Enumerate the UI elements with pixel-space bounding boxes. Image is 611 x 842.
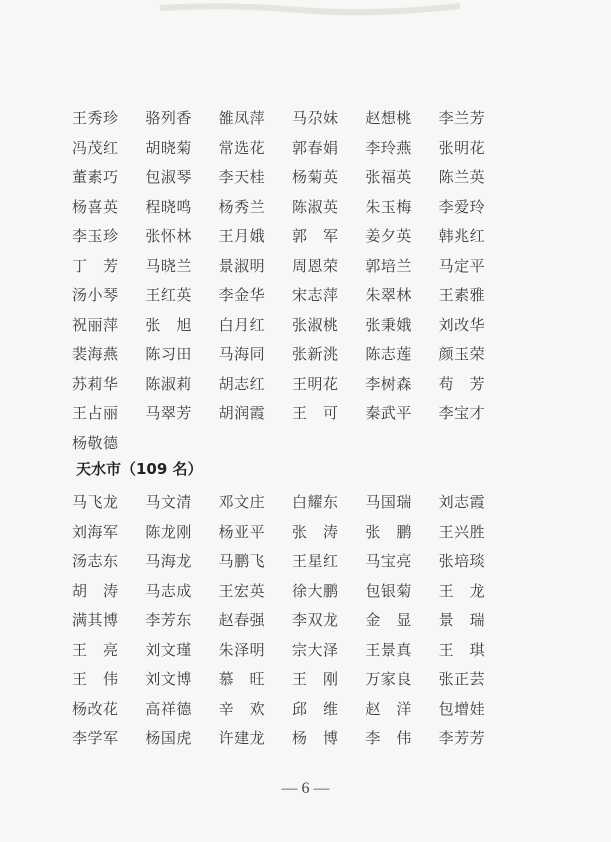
- name-entry: 景 瑞: [438, 611, 486, 629]
- name-entry: 李玉珍: [72, 227, 119, 245]
- name-entry: 邱 维: [292, 699, 339, 718]
- name-entry: 杨 博: [292, 729, 339, 747]
- name-entry: 王 伟: [72, 670, 119, 688]
- name-entry: 刘海军: [72, 522, 119, 541]
- name-entry: 胡润霞: [218, 404, 266, 422]
- name-entry: 宋志萍: [292, 286, 339, 304]
- name-entry: 杨秀兰: [218, 197, 266, 216]
- name-entry: 董素巧: [72, 168, 119, 186]
- name-entry: 骆列香: [145, 109, 192, 127]
- name-entry: 马鹏飞: [218, 552, 266, 570]
- name-entry: 杨亚平: [218, 522, 266, 541]
- name-entry: 陈龙刚: [145, 522, 192, 541]
- name-entry: 王 亮: [72, 640, 119, 659]
- name-entry: 陈志莲: [365, 345, 412, 363]
- name-entry: 郭培兰: [365, 256, 412, 275]
- name-entry: 李树森: [365, 374, 412, 393]
- name-entry: 赵春强: [218, 611, 266, 629]
- name-entry: 王月娥: [218, 227, 266, 245]
- name-entry: 王占丽: [72, 404, 119, 422]
- name-entry: 刘文瑾: [145, 640, 192, 659]
- name-entry: 张培琰: [438, 552, 486, 570]
- name-entry: 王红英: [145, 286, 192, 304]
- name-entry: 陈淑英: [292, 197, 339, 216]
- name-entry: 包银菊: [365, 581, 412, 600]
- name-entry: 周恩荣: [292, 256, 339, 275]
- name-entry: 张正芸: [438, 670, 486, 688]
- name-entry: 王兴胜: [438, 522, 486, 541]
- name-entry: 朱翠林: [365, 286, 412, 304]
- name-entry: 颜玉荣: [438, 345, 486, 363]
- name-entry: 徐大鹏: [292, 581, 339, 600]
- name-entry: 王明花: [292, 374, 339, 393]
- name-entry: 胡 涛: [72, 581, 119, 600]
- name-entry: 张秉娥: [365, 315, 412, 334]
- name-entry: 汤志东: [72, 552, 119, 570]
- name-entry: 马国瑞: [365, 493, 412, 511]
- name-entry: 李芳芳: [438, 729, 486, 747]
- name-entry: 冯茂红: [72, 138, 119, 157]
- name-entry: 胡晓菊: [145, 138, 192, 157]
- name-entry: 刘志霞: [438, 493, 486, 511]
- name-entry: 慕 旺: [218, 670, 266, 688]
- name-entry: 马翠芳: [145, 404, 192, 422]
- name-entry: 张 涛: [292, 522, 339, 541]
- name-entry: 马文清: [145, 493, 192, 511]
- name-entry: 李兰芳: [438, 109, 486, 127]
- name-entry: 李宝才: [438, 404, 486, 422]
- name-entry: 高祥德: [145, 699, 192, 718]
- name-entry: 张 鹏: [365, 522, 412, 541]
- scan-artifact-top: [150, 0, 470, 30]
- name-entry: 包增娃: [438, 699, 486, 718]
- names-list-section-2: [72, 488, 512, 754]
- name-entry: 杨国虎: [145, 729, 192, 747]
- name-entry: 郭 军: [292, 227, 339, 245]
- name-entry: 包淑琴: [145, 168, 192, 186]
- name-entry: 王景真: [365, 640, 412, 659]
- name-entry: 雒凤萍: [218, 109, 266, 127]
- name-entry: 李爱玲: [438, 197, 486, 216]
- name-entry: 李芳东: [145, 611, 192, 629]
- name-entry: 李金华: [218, 286, 266, 304]
- name-entry: 常选花: [218, 138, 266, 157]
- name-entry: 丁 芳: [72, 256, 119, 275]
- name-entry: 李天桂: [218, 168, 266, 186]
- name-entry: 程晓鸣: [145, 197, 192, 216]
- name-entry: 裴海燕: [72, 345, 119, 363]
- name-entry: 张怀林: [145, 227, 192, 245]
- name-entry: 宗大泽: [292, 640, 339, 659]
- name-entry: 朱泽明: [218, 640, 266, 659]
- name-entry: 马定平: [438, 256, 486, 275]
- name-entry: 景淑明: [218, 256, 266, 275]
- name-entry: 秦武平: [365, 404, 412, 422]
- name-entry: 姜夕英: [365, 227, 412, 245]
- name-entry: 许建龙: [218, 729, 266, 747]
- name-entry: 赵 洋: [365, 699, 412, 718]
- name-entry: 李学军: [72, 729, 119, 747]
- name-entry: 杨菊英: [292, 168, 339, 186]
- name-entry: 王秀珍: [72, 109, 119, 127]
- section-title-tianshui: 天水市（109 名）: [76, 460, 203, 478]
- name-entry: 刘改华: [438, 315, 486, 334]
- name-entry: 张新洮: [292, 345, 339, 363]
- name-entry: 张福英: [365, 168, 412, 186]
- name-entry: 张明花: [438, 138, 486, 157]
- name-entry: 杨改花: [72, 699, 119, 718]
- names-list-section-1: [72, 104, 512, 458]
- name-entry: 王 可: [292, 404, 339, 422]
- name-entry: 王 琪: [438, 640, 486, 659]
- name-entry: 白耀东: [292, 493, 339, 511]
- name-entry: 王 刚: [292, 670, 339, 688]
- name-entry: 马志成: [145, 581, 192, 600]
- name-entry: 王宏英: [218, 581, 266, 600]
- name-entry: 金 显: [365, 611, 412, 629]
- name-entry: 陈兰英: [438, 168, 486, 186]
- name-entry: 辛 欢: [218, 699, 266, 718]
- name-entry: 陈淑莉: [145, 374, 192, 393]
- name-entry: 杨喜英: [72, 197, 119, 216]
- name-entry: 刘文博: [145, 670, 192, 688]
- name-entry: 马海龙: [145, 552, 192, 570]
- name-entry: 李玲燕: [365, 138, 412, 157]
- name-entry: 张 旭: [145, 315, 192, 334]
- name-entry: 李双龙: [292, 611, 339, 629]
- name-entry: 祝丽萍: [72, 315, 119, 334]
- name-entry: 陈习田: [145, 345, 192, 363]
- name-entry: 马晓兰: [145, 256, 192, 275]
- name-entry: 王素雅: [438, 286, 486, 304]
- name-entry: 赵想桃: [365, 109, 412, 127]
- name-entry: 汤小琴: [72, 286, 119, 304]
- name-entry: 李 伟: [365, 729, 412, 747]
- page-number: — 6 —: [281, 780, 330, 797]
- name-entry: 王星红: [292, 552, 339, 570]
- name-entry: 杨敬德: [72, 433, 119, 452]
- name-entry: 满其博: [72, 611, 119, 629]
- name-entry: 马尕妹: [292, 109, 339, 127]
- name-entry: 朱玉梅: [365, 197, 412, 216]
- name-entry: 苏莉华: [72, 374, 119, 393]
- name-entry: 韩兆红: [438, 227, 486, 245]
- name-entry: 张淑桃: [292, 315, 339, 334]
- name-entry: 苟 芳: [438, 374, 486, 393]
- name-entry: 马海同: [218, 345, 266, 363]
- name-entry: 邓文庄: [218, 493, 266, 511]
- name-entry: 白月红: [218, 315, 266, 334]
- name-entry: 万家良: [365, 670, 412, 688]
- name-entry: 胡志红: [218, 374, 266, 393]
- name-entry: 王 龙: [438, 581, 486, 600]
- name-entry: 马飞龙: [72, 493, 119, 511]
- name-entry: 郭春娟: [292, 138, 339, 157]
- name-entry: 马宝亮: [365, 552, 412, 570]
